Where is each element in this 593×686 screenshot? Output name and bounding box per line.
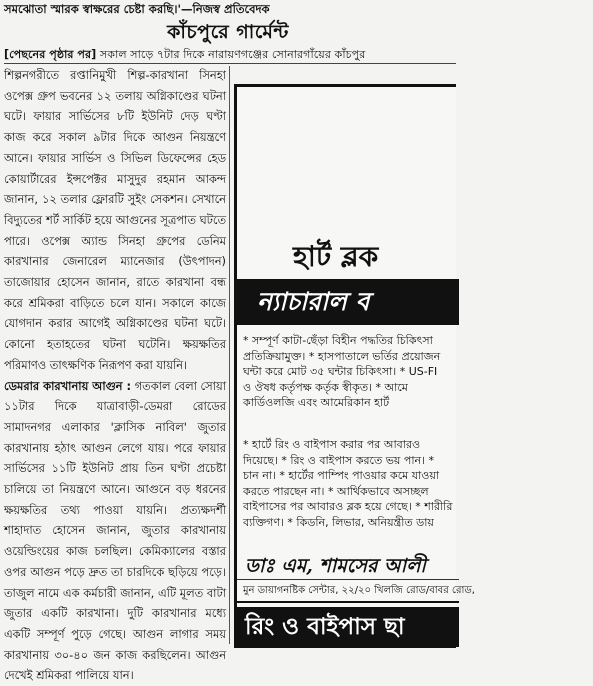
continuation-text: সকাল সাড়ে ৭টার দিকে নারায়ণগঞ্জের সোনারগাঁয়ের কাঁচপুর [96,48,366,61]
heart-block-advertisement [234,84,475,648]
ad-banner: ন্যাচারাল ব [237,279,459,325]
column-divider [229,66,230,644]
article-body-column [4,65,226,683]
article-subhead: ডেমরার কারখানায় আগুন : [4,378,132,393]
article-paragraph-2-text: গতকাল বেলা সোয়া ১১টার দিকে যাত্রাবাড়ী-ডেমরা রোডের সামাদনগর এলাকার 'ক্লাসিক নাবিল' জুতার কারখানায় হঠাৎ আগুন লেগে যায়। পরে ফায়ার সার্ভিসের ১১টি ইউনিট প্রায় তিন ঘণ্টা প্রচেষ্টা চালিয়ে তা নিয়ন্ত্রণে আনে। আগুনে বড় ধরনের ক্ষয়ক্ষতির তথ্য পাওয়া যায়নি। প্রত্যক্ষদর্শী শাহাদাত হোসেন জানান, জুতার কারখানায় ওয়েল্ডিংয়ের কাজ চলছিল। কেমিক্যালের বস্তার ওপর আগুন পড়ে দ্রুত তা চারদিকে ছড়িয়ে পড়ে। তাজুল নামে এক কর্মচারী জানান, এটি মূলত বাটা জুতার একটি কারখানা। দুটি কারখানার মধ্যে একটি সম্পূর্ণ পুড়ে গেছে। আগুন লাগার সময় কারখানায় ৩০-৪০ জন কাজ করছিলেন। আগুন দেখেই শ্রমিকরা পালিয়ে যান। [4,378,226,683]
ad-title: হার্ট ব্লক [293,240,379,273]
ad-doctor-name: ডাঃ এম, শামসের আলী [245,555,426,577]
ad-address: মুন ডায়াগনষ্টিক সেন্টার, ২২/২০ খিলজি রোড/বাবর রোড, [237,579,459,603]
ad-patients-text: * হার্টে রিং ও বাইপাস করার পর আবারও দিয়েছে। * রিং ও বাইপাস করতে ভয় পান। * চান না। * হার্টের পাম্পিং পাওয়ার কমে যাওয়া করতে পারছেন না। * আর্থিকভাবে অসচ্ছল বাইপাসের পর আবারও ব্লক হয়ে গেছে। * শারীরি ব্যক্তিগণ। * কিডনি, লিভার, অনিয়ন্ত্রীত ডায় [243,438,453,529]
article-paragraph-2 [4,376,226,686]
ad-bottom-banner: রিং ও বাইপাস ছা [237,607,459,647]
article-paragraph-1: শিল্পনগরীতে রপ্তানিমুখী শিল্প-কারখানা সিনহা ওপেক্স গ্রুপ ভবনের ১২ তলায় অগ্নিকাণ্ডের ঘটনা ঘটে। ফায়ার সার্ভিসের ৮টি ইউনিট দেড় ঘণ্টা কাজ করে সকাল ৯টার দিকে আগুন নিয়ন্ত্রণে আনে। ফায়ার সার্ভিস ও সিভিল ডিফেন্সের হেড কোয়ার্টারের ইন্সপেক্টর মাসুদুর রহমান আকন্দ জানান, ১২ তলার ফ্লোরটি সুইং সেকশন। সেখানে বিদ্যুতের শর্ট সার্কিট হয়ে আগুনের সূত্রপাত ঘটতে পারে। ওপেক্স অ্যান্ড সিনহা গ্রুপের ডেনিম কারখানার জেনারেল ম্যানেজার (উৎপাদন) তাজোয়ার হোসেন জানান, রাতে কারখানা বন্ধ করে শ্রমিকরা বাড়িতে চলে যান। সকালে কাজে যোগদান করার আগেই অগ্নিকাণ্ডের ঘটনা ঘটে। কোনো হতাহতের ঘটনা ঘটেনি। ক্ষয়ক্ষতির পরিমাণও তাৎক্ষণিক নিরূপণ করা যায়নি। [4,68,226,372]
ad-features-text: * সম্পূর্ণ কাটা-ছেঁড়া বিহীন পদ্ধতির চিকিৎসা প্রতিক্রিয়ামুক্ত। * হাসপাতালে ভর্তির প্রয়োজন ঘন্টা করে মোট ৩৫ ঘন্টার চিকিৎসা। * US-FI ও ঔষধ কর্তৃপক্ষ কর্তৃক স্বীকৃত। * আমে কার্ডিওলজি এবং আমেরিকান হার্ট [243,334,441,409]
previous-article-end-line: সমঝোতা স্মারক স্বাক্ষরের চেষ্টা করছি।'—নিজস্ব প্রতিবেদক [4,2,270,16]
continuation-tag: [পেছনের পৃষ্ঠার পর] [4,48,97,61]
continuation-line [4,46,456,64]
article-headline: কাঁচপুরে গার্মেন্ট [167,21,289,43]
